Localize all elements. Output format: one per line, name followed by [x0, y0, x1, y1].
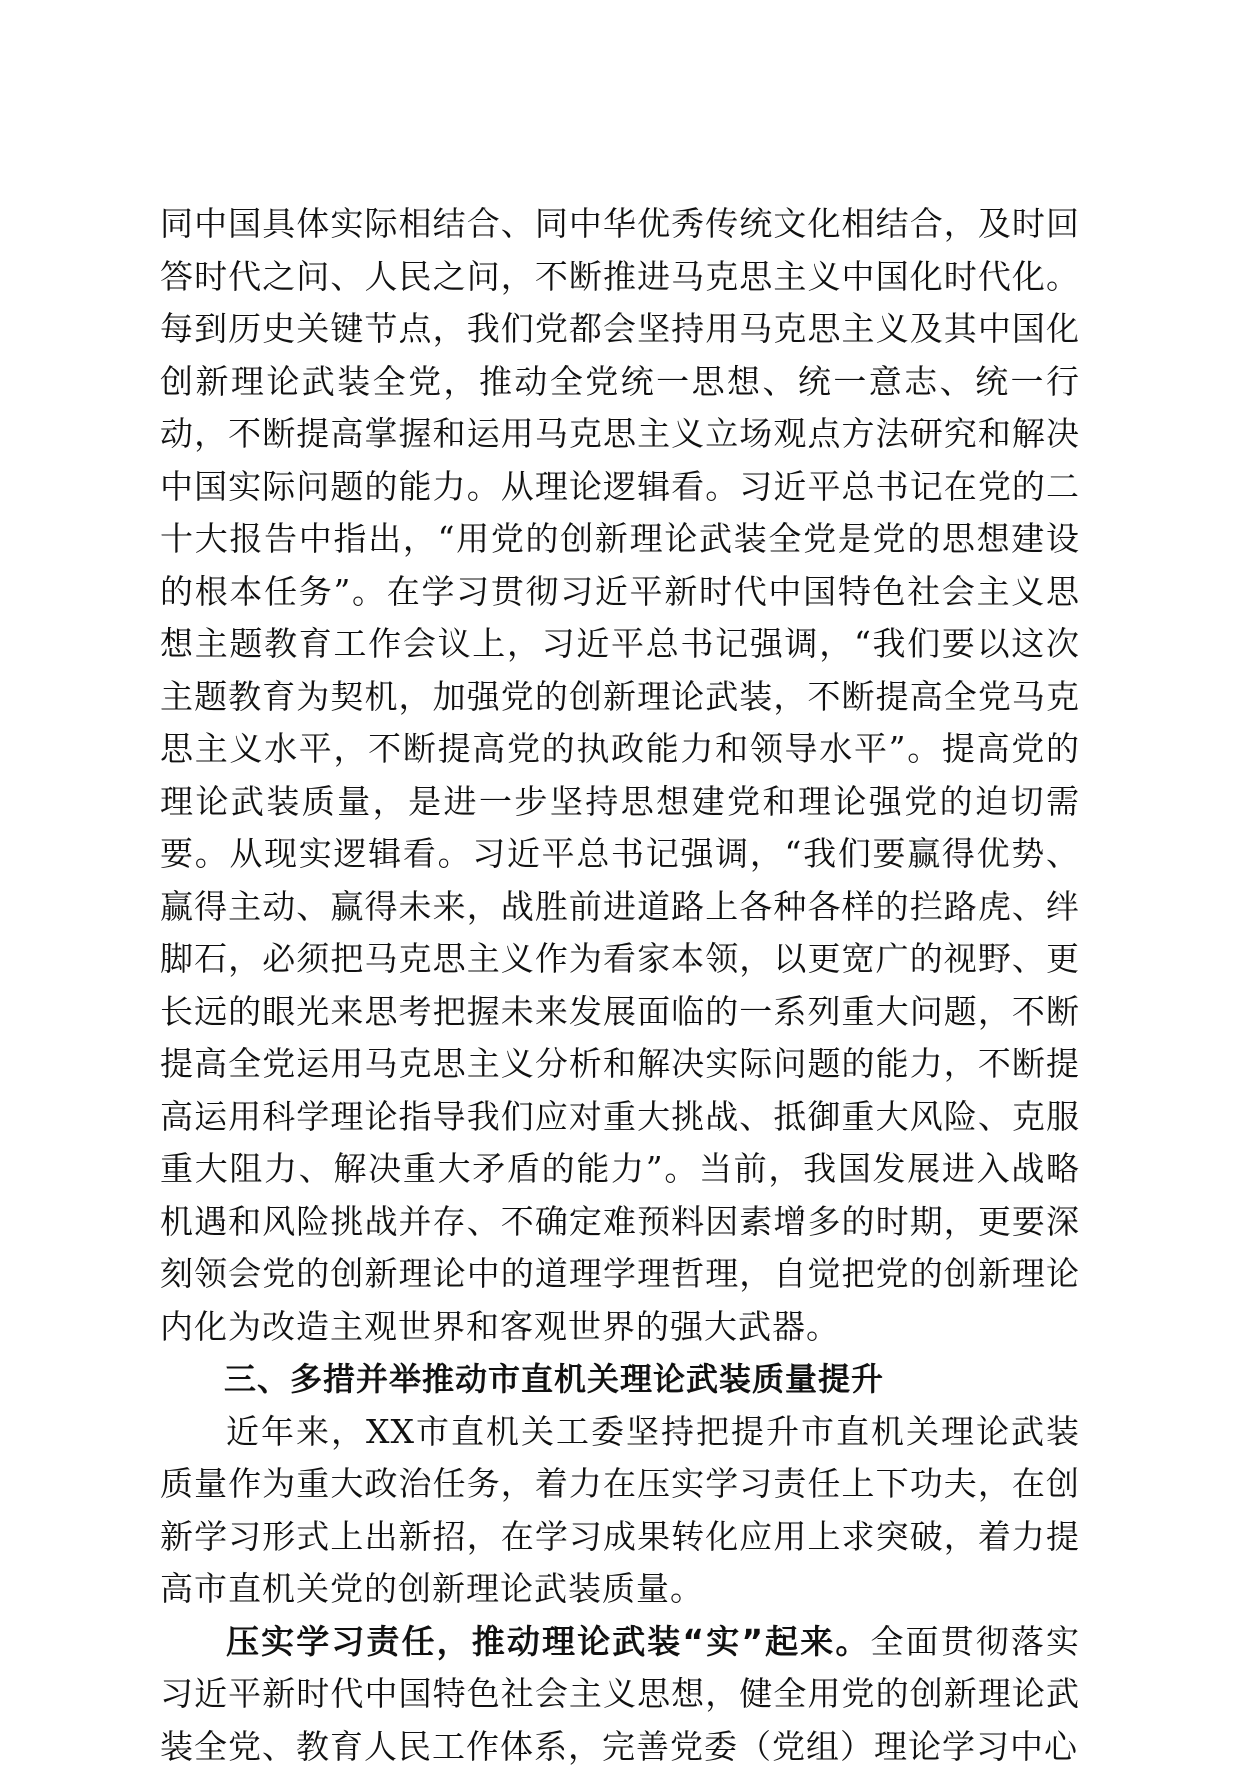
body-paragraph-1: 同中国具体实际相结合、同中华优秀传统文化相结合，及时回答时代之问、人民之问，不断推进马克思主义中国化时代化。每到历史关键节点，我们党都会坚持用马克思主义及其中国化创新理论武装全党，推动全党统一思想、统一意志、统一行动，不断提高掌握和运用马克思主义立场观点方法研究和解决中国实际问题的能力。从理论逻辑看。习近平总书记在党的二十大报告中指出，“用党的创新理论武装全党是党的思想建设的根本任务”。在学习贯彻习近平新时代中国特色社会主义思想主题教育工作会议上，习近平总书记强调，“我们要以这次主题教育为契机，加强党的创新理论武装，不断提高全党马克思主义水平，不断提高党的执政能力和领导水平”。提高党的理论武装质量，是进一步坚持思想建党和理论强党的迫切需要。从现实逻辑看。习近平总书记强调，“我们要赢得优势、赢得主动、赢得未来，战胜前进道路上各种各样的拦路虎、绊脚石，必须把马克思主义作为看家本领，以更宽广的视野、更长远的眼光来思考把握未来发展面临的一系列重大问题，不断提高全党运用马克思主义分析和解决实际问题的能力，不断提高运用科学理论指导我们应对重大挑战、抵御重大风险、克服重大阻力、解决重大矛盾的能力”。当前，我国发展进入战略机遇和风险挑战并存、不确定难预料因素增多的时期，更要深刻领会党的创新理论中的道理学理哲理，自觉把党的创新理论内化为改造主观世界和客观世界的强大武器。 — [160, 198, 1080, 1353]
paragraph-lead-text: 压实学习责任，推动理论武装“实”起来。 — [226, 1622, 870, 1661]
section-heading-3: 三、多措并举推动市直机关理论武装质量提升 — [160, 1353, 1080, 1406]
paragraph-body-text: 全面贯彻落实习近平新时代中国特色社会主义思想，健全用党的创新理论武装全党、教育人民工作体系，完善党委（党组）理论学习中心 — [160, 1622, 1080, 1766]
body-paragraph-3 — [160, 1616, 1080, 1773]
document-page — [160, 198, 1080, 1773]
body-paragraph-2: 近年来，XX市直机关工委坚持把提升市直机关理论武装质量作为重大政治任务，着力在压实学习责任上下功夫，在创新学习形式上出新招，在学习成果转化应用上求突破，着力提高市直机关党的创新理论武装质量。 — [160, 1406, 1080, 1616]
